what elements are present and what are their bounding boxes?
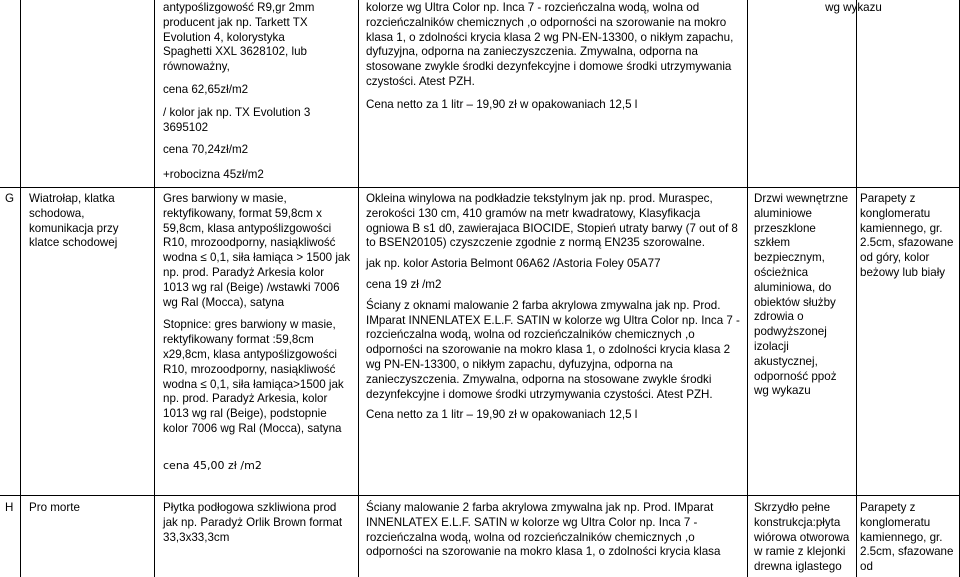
doors-cell-h	[754, 501, 852, 575]
row-letter: G	[5, 192, 15, 205]
sills-description: Parapety z konglomeratu kamiennego, gr. 2.5cm, sfazowane od	[860, 501, 954, 574]
top-walls-cell	[366, 1, 738, 113]
floor-cell-g	[163, 192, 353, 474]
room-name: Wiatrołap, klatka schodowa, komunikacja przy klatce schodowej	[29, 192, 119, 250]
row-letter: H	[5, 501, 14, 514]
floor-alternative-price: cena 70,24zł/m2	[163, 143, 249, 157]
stair-treads-description: Stopnice: gres barwiony w masie, rektyfikowany format :59,8cm x29,8cm, klasa antypoślizgowości R10, mrozoodporny, nasiąkliwość wodna ≤ 0,1, siła łamiąca>1500 jak np. prod. Paradyż Arkesia, kolor 1013 wg ral (Beige), podstopnie kolor 7006 wg Ral (Mocca), satyna	[163, 318, 344, 435]
doors-description: Skrzydło pełne konstrukcja:płyta wiórowa otworowa w ramie z klejonki drewna iglastego	[754, 501, 850, 574]
floor-description: antypoślizgowość R9,gr 2mm producent jak np. Tarkett TX Evolution 4, kolorystyka Spaghetti XXL 3628102, lub równoważny,	[163, 1, 315, 74]
top-floor-cell	[163, 1, 333, 183]
column-divider	[856, 0, 857, 577]
walls-cell-h	[366, 501, 742, 560]
sills-description: Parapety z konglomeratu kamiennego, gr. 2.5cm, sfazowane od góry, kolor beżowy lub biały	[860, 192, 954, 279]
floor-price: cena 62,65zł/m2	[163, 82, 249, 96]
floor-price: cena 45,00 zł /m2	[163, 458, 262, 472]
column-divider	[747, 0, 748, 577]
sills-cell-h	[860, 501, 958, 575]
doors-cell-g	[754, 192, 852, 399]
paint-description: Ściany malowanie 2 farba akrylowa zmywalna jak np. Prod. IMparat INNENLATEX E.L.F. SATIN w kolorze wg Ultra Color np. Inca 7 - rozcieńczalna wodą, wolna od rozcieńczalników chemicznych ,o odporności na szorowanie na mokro klasa 1, o zdolności krycia klasa	[366, 501, 721, 559]
floor-tiles-description: Płytka podłogowa szkliwiona prod jak np. Paradyż Orlik Brown format 33,3x33,3cm	[163, 501, 343, 544]
wallcovering-description: Okleina winylowa na podkładzie tekstylnym jak np. prod. Muraspec, zerokości 130 cm, 410 gramów na metr kwadratowy, Klasyfikacja ogniowa B s1 d0, zawierajaca BIOCIDE, Stopień utraty barwy (7 out of 8 to BSEN20105) czyszczenie zgodnie z normą EN235 szorowalne.	[366, 192, 738, 250]
walls-cell-g	[366, 192, 744, 423]
wallcovering-colour: jak np. kolor Astoria Belmont 06A62 /Astoria Foley 05A77	[366, 257, 661, 271]
wallcovering-price: cena 19 zł /m2	[366, 277, 442, 291]
top-doors-cell	[751, 1, 956, 16]
paint-description: Ściany z oknami malowanie 2 farba akrylowa zmywalna jak np. Prod. IMparat INNENLATEX E.L.F. SATIN w kolorze wg Ultra Color np. Inca 7 - rozcieńczalna wodą, wolna od rozcieńczalników chemicznych ,o odporności na szorowanie na mokro klasa 1, o zdolności krycia klasa 2 wg PN-EN-13300, o nikłym zapachu, dyfuzyjna, odporna na zanieczyszczenia. Zmywalna, odporna na stosowane zwykle środki dezynfekcyjne i domowe środki utrzymywania czystości. Atest PZH.	[366, 298, 740, 401]
doors-description: Drzwi wewnętrzne aluminiowe przeszklone szkłem bezpiecznym, ościeżnica aluminiowa, do obiektów służby zdrowia o podwyższonej izolacji akustycznej, odporność ppoż wg wykazu	[754, 192, 849, 398]
row-divider	[0, 495, 960, 496]
doors-reference: wg wykazu	[825, 1, 882, 14]
paint-price: Cena netto za 1 litr – 19,90 zł w opakowaniach 12,5 l	[366, 408, 638, 422]
row-letter-g	[5, 192, 19, 207]
row-divider	[0, 187, 960, 188]
room-name-h	[29, 501, 152, 516]
row-letter-h	[5, 501, 19, 516]
column-divider	[154, 0, 155, 577]
column-divider	[20, 0, 21, 577]
column-divider	[358, 0, 359, 577]
sills-cell-g	[860, 192, 958, 281]
floor-tiles-description: Gres barwiony w masie, rektyfikowany, format 59,8cm x 59,8cm, klasa antypoślizgowości R10, mrozoodporny, nasiąkliwość wodna ≤ 0,1, siła łamiąca > 1500 jak np. prod. Paradyż Arkesia kolor 1013 wg ral (Beige) /wstawki 7006 wg Ral (Mocca), satyna	[163, 192, 351, 309]
floor-cell-h	[163, 501, 351, 545]
room-name-g	[29, 192, 152, 251]
walls-price: Cena netto za 1 litr – 19,90 zł w opakowaniach 12,5 l	[366, 97, 638, 111]
floor-alternative: / kolor jak np. TX Evolution 3 3695102	[163, 105, 311, 134]
labour-price: +robocizna 45zł/m2	[163, 168, 264, 182]
room-name: Pro morte	[29, 501, 80, 514]
walls-description: kolorze wg Ultra Color np. Inca 7 - rozcieńczalna wodą, wolna od rozcieńczalników chemicznych ,o odporności na szorowanie na mokro klasa 1, o zdolności krycia klasa 2 wg PN-EN-13300, o nikłym zapachu, dyfuzyjna, odporna na zanieczyszczenia. Zmywalna, odporna na stosowane zwykle środki dezynfekcyjne i domowe środki utrzymywania czystości. Atest PZH.	[366, 1, 734, 88]
